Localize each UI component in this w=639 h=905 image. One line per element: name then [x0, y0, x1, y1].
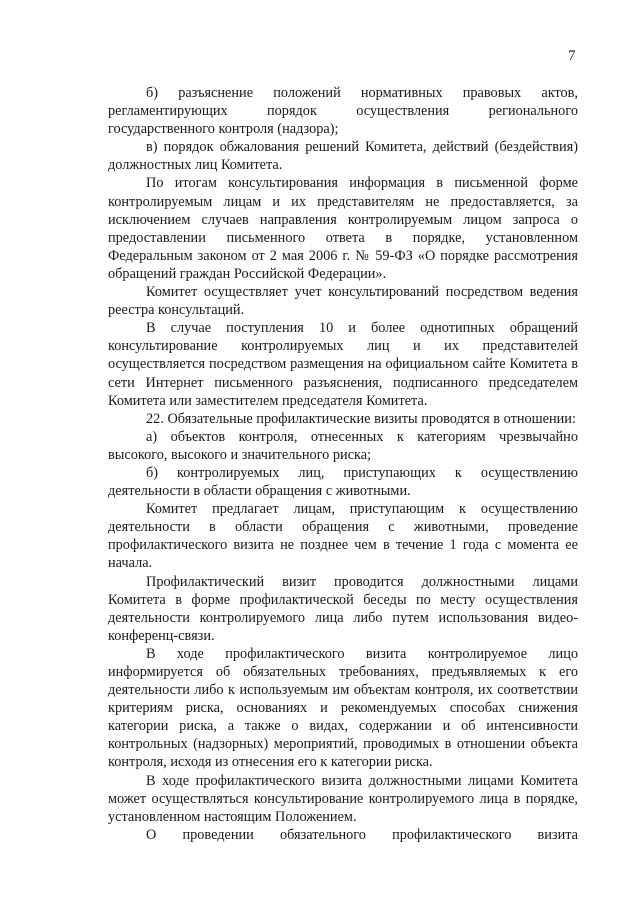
paragraph-visit-notice: О проведении обязательного профилактического визита [146, 826, 578, 843]
paragraph-visit-information: В ходе профилактического визита контролируемое лицо информируется об обязательных требованиях, предъявляемых к его деятельности либо к используемым им объектам контроля, их соответствии критериям риска, основаниях и рекомендуемых способах снижения категории риска, а также о видах, содержании и об интенсивности контрольных (надзорных) мероприятий, проводимых в отношении объекта контроля, исходя из отнесения его к категории риска. [108, 645, 578, 771]
page-number: 7 [568, 48, 576, 64]
paragraph-consultation-register: Комитет осуществляет учет консультирований посредством ведения реестра консультаций. [108, 284, 578, 319]
paragraph-mandatory-visits: 22. Обязательные профилактические визиты проводятся в отношении: [146, 410, 576, 427]
paragraph-explanation-of-provisions: б) разъяснение положений нормативных правовых актов, регламентирующих порядок осуществления регионального государственного контроля (надзора); [108, 85, 578, 138]
paragraph-repeated-requests: В случае поступления 10 и более однотипных обращений консультирование контролируемых лиц и их представителей осуществляется посредством размещения на официальном сайте Комитета в сети Интернет письменного разъяснения, подписанного председателем Комитета или заместителем председателя Комитета. [108, 320, 578, 409]
paragraph-visit-new-entities: б) контролируемых лиц, приступающих к осуществлению деятельности в области обращения с животными. [108, 464, 578, 500]
paragraph-consultation-results: По итогам консультирования информация в письменной форме контролируемым лицам и их представителям не предоставляется, за исключением случаев направления контролируемым лицом запроса о предоставлении письменного ответа в порядке, установленном Федеральным законом от 2 мая 2006 г. № 59-ФЗ «О порядке рассмотрения обращений граждан Российской Федерации». [108, 175, 578, 282]
document-body [108, 84, 578, 844]
paragraph-visit-consultation: В ходе профилактического визита должностными лицами Комитета может осуществляться консультирование контролируемого лица в порядке, установленном настоящим Положением. [108, 772, 578, 825]
paragraph-visit-form: Профилактический визит проводится должностными лицами Комитета в форме профилактической беседы по месту осуществления деятельности контролируемого лица либо путем использования видео-конференц-связи. [108, 573, 578, 644]
paragraph-appeal-procedure: в) порядок обжалования решений Комитета, действий (бездействия) должностных лиц Комитета. [108, 139, 578, 174]
paragraph-visit-offer: Комитет предлагает лицам, приступающим к осуществлению деятельности в области обращения с животными, проведение профилактического визита не позднее чем в течение 1 года с момента ее начала. [108, 501, 578, 572]
paragraph-visit-objects-risk: а) объектов контроля, отнесенных к категориям чрезвычайно высокого, высокого и значительного риска; [108, 428, 578, 463]
